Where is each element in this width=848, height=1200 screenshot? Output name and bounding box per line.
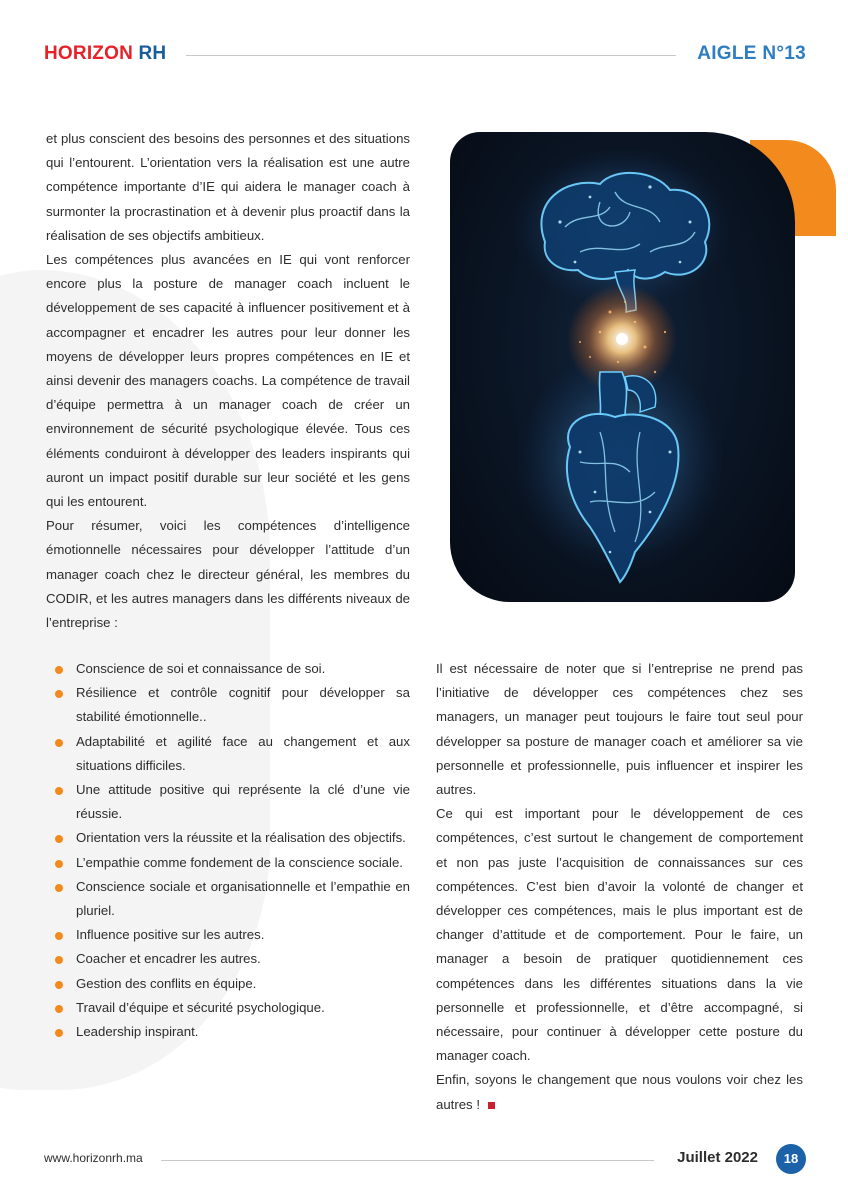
bullet-dot-icon (55, 932, 63, 940)
bullet-dot-icon (55, 666, 63, 674)
paragraph: Pour résumer, voici les compétences d’intelligence émotionnelle nécessaires pour développer l’attitude d’un manager coach chez le directeur général, les membres du CODIR, et les autres managers dans les différents niveaux de l’entreprise : (46, 518, 410, 631)
right-column-text (436, 657, 803, 1117)
issue-number: AIGLE N°13 (697, 43, 806, 64)
list-item: Orientation vers la réussite et la réalisation des objectifs. (46, 826, 410, 850)
logo-rh: RH (138, 43, 167, 64)
footer-divider (161, 1160, 654, 1161)
competences-list (46, 657, 410, 1044)
magazine-logo (44, 43, 166, 65)
list-item: Une attitude positive qui représente la clé d’une vie réussie. (46, 778, 410, 826)
website-link[interactable]: www.horizonrh.ma (44, 1151, 143, 1165)
list-item: Résilience et contrôle cognitif pour développer sa stabilité émotionnelle.. (46, 681, 410, 729)
issue-date: Juillet 2022 (677, 1149, 758, 1166)
bullet-dot-icon (55, 981, 63, 989)
bullet-dot-icon (55, 835, 63, 843)
list-item: Gestion des conflits en équipe. (46, 972, 410, 996)
header-divider (186, 55, 676, 56)
list-item: Leadership inspirant. (46, 1020, 410, 1044)
list-item: L’empathie comme fondement de la conscience sociale. (46, 851, 410, 875)
left-column-text (46, 127, 410, 635)
bullet-dot-icon (55, 1005, 63, 1013)
bullet-dot-icon (55, 860, 63, 868)
list-item: Conscience sociale et organisationnelle et l’empathie en pluriel. (46, 875, 410, 923)
logo-horizon: HORIZON (44, 43, 134, 64)
paragraph: Ce qui est important pour le développement de ces compétences, c’est surtout le changement de comportement et non pas juste l’acquisition de connaissances sur ces compétences. C’est bien d’avoir la volonté de changer et développer ces compétences, mais le plus important est de changer d’attitude et de comportement. Pour le faire, un manager a besoin de pratiquer quotidiennement ces compétences dans les différentes situations dans la vie personnelle et professionnelle, et d’être accompagné, si nécessaire, pour continuer à développer cette posture du manager coach. (436, 806, 803, 1064)
page-number: 18 (776, 1144, 806, 1174)
end-of-article-icon (488, 1102, 495, 1109)
brain-heart-icon (450, 132, 795, 602)
list-item: Conscience de soi et connaissance de soi. (46, 657, 410, 681)
paragraph: Les compétences plus avancées en IE qui vont renforcer encore plus la posture de manager coach incluent le développement de ses capacité à influencer positivement et à accompagner et encadrer les autres pour leur donner les moyens de développer leurs propres compétences en IE et ainsi devenir des managers coachs. La compétence de travail d’équipe permettra à un manager coach de créer un environnement de sécurité psychologique élevée. Tous ces éléments conduiront à développer des leaders inspirants qui auront un impact positif durable sur leur société et les gens qui les entourent. (46, 252, 410, 510)
paragraph: Il est nécessaire de noter que si l’entreprise ne prend pas l’initiative de développer ces compétences chez ses managers, un manager peut toujours le faire tout seul pour développer sa posture de manager coach et améliorer sa vie personnelle et professionnelle, puis influencer et inspirer les autres. (436, 661, 803, 798)
brain-heart-image (450, 132, 795, 602)
bullet-dot-icon (55, 884, 63, 892)
list-item: Influence positive sur les autres. (46, 923, 410, 947)
list-item: Coacher et encadrer les autres. (46, 947, 410, 971)
page-header (44, 40, 806, 70)
list-item: Travail d’équipe et sécurité psychologique. (46, 996, 410, 1020)
closing-paragraph: Enfin, soyons le changement que nous voulons voir chez les autres ! (436, 1072, 803, 1112)
article-illustration (450, 132, 795, 602)
page-footer (44, 1142, 806, 1176)
list-item: Adaptabilité et agilité face au changement et aux situations difficiles. (46, 730, 410, 778)
bullet-dot-icon (55, 690, 63, 698)
bullet-dot-icon (55, 787, 63, 795)
bullet-dot-icon (55, 1029, 63, 1037)
bullet-dot-icon (55, 956, 63, 964)
paragraph: et plus conscient des besoins des personnes et des situations qui l’entourent. L’orientation vers la réalisation est une autre compétence importante d’IE qui aidera le manager coach à surmonter la procrastination et à devenir plus proactif dans la réalisation de ses objectifs ambitieux. (46, 131, 410, 243)
bullet-dot-icon (55, 739, 63, 747)
